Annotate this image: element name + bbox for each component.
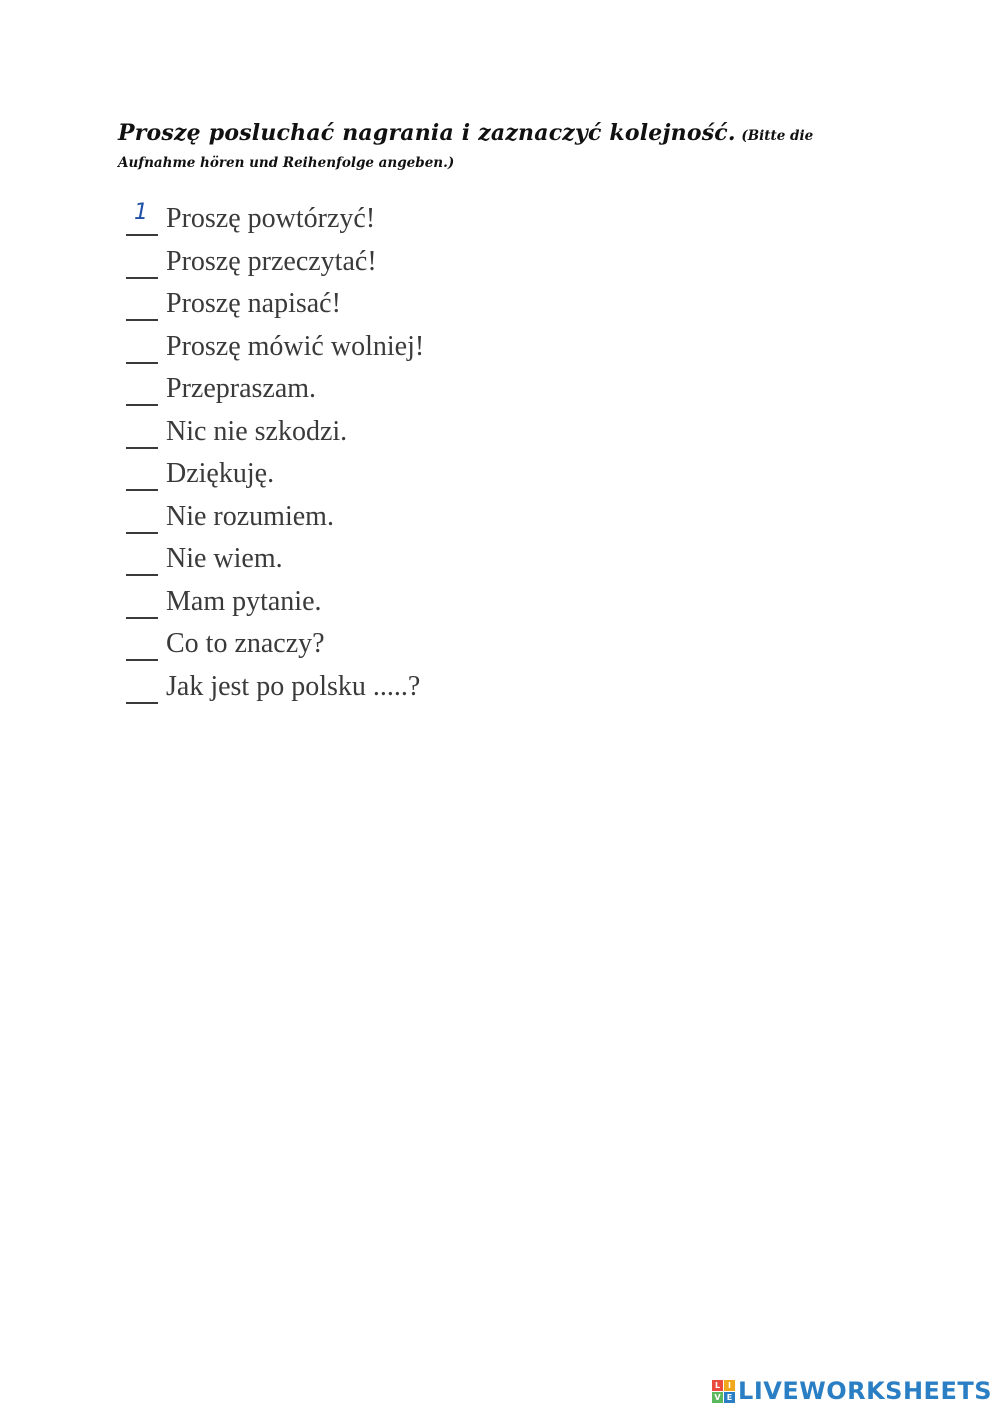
logo-mark-letter: I — [724, 1380, 735, 1391]
phrase-text: Dziękuję. — [166, 458, 275, 490]
list-item — [126, 241, 424, 284]
logo-mark-letter: V — [712, 1392, 723, 1403]
order-blank[interactable] — [126, 546, 158, 576]
phrase-text: Proszę napisać! — [166, 288, 341, 320]
list-item — [126, 496, 424, 539]
logo-mark-letter: L — [712, 1380, 723, 1391]
list-item — [126, 368, 424, 411]
order-blank[interactable] — [126, 200, 158, 236]
phrase-text: Proszę powtórzyć! — [166, 203, 376, 235]
phrase-text: Co to znaczy? — [166, 628, 325, 660]
instruction-sub: (Bitte die Aufnahme hören und Reihenfolge angeben.) — [118, 128, 814, 171]
list-item — [126, 326, 424, 369]
order-blank[interactable] — [126, 631, 158, 661]
instruction-main: Proszę posluchać nagrania i zaznaczyć kolejność. — [118, 120, 736, 146]
liveworksheets-logo — [712, 1377, 992, 1405]
list-item — [126, 538, 424, 581]
order-blank[interactable] — [126, 674, 158, 704]
order-blank[interactable] — [126, 504, 158, 534]
order-blank[interactable] — [126, 291, 158, 321]
order-blank[interactable] — [126, 461, 158, 491]
order-blank[interactable] — [126, 334, 158, 364]
order-blank[interactable] — [126, 589, 158, 619]
order-blank[interactable] — [126, 249, 158, 279]
instruction — [118, 118, 878, 173]
list-item — [126, 581, 424, 624]
phrase-text: Mam pytanie. — [166, 585, 322, 617]
order-blank[interactable] — [126, 376, 158, 406]
list-item — [126, 623, 424, 666]
phrase-text: Proszę przeczytać! — [166, 245, 377, 277]
order-answer: 1 — [134, 200, 148, 226]
logo-mark-letter: E — [724, 1392, 735, 1403]
logo-text: LIVEWORKSHEETS — [738, 1377, 992, 1405]
list-item — [126, 198, 424, 241]
phrase-text: Proszę mówić wolniej! — [166, 330, 425, 362]
phrase-list — [126, 198, 424, 708]
phrase-text: Nie rozumiem. — [166, 500, 334, 532]
list-item — [126, 283, 424, 326]
phrase-text: Nie wiem. — [166, 543, 283, 575]
logo-mark-icon — [712, 1380, 735, 1403]
order-blank[interactable] — [126, 419, 158, 449]
phrase-text: Jak jest po polsku .....? — [166, 670, 421, 702]
list-item — [126, 666, 424, 709]
list-item — [126, 411, 424, 454]
list-item — [126, 453, 424, 496]
phrase-text: Przepraszam. — [166, 373, 317, 405]
phrase-text: Nic nie szkodzi. — [166, 415, 348, 447]
